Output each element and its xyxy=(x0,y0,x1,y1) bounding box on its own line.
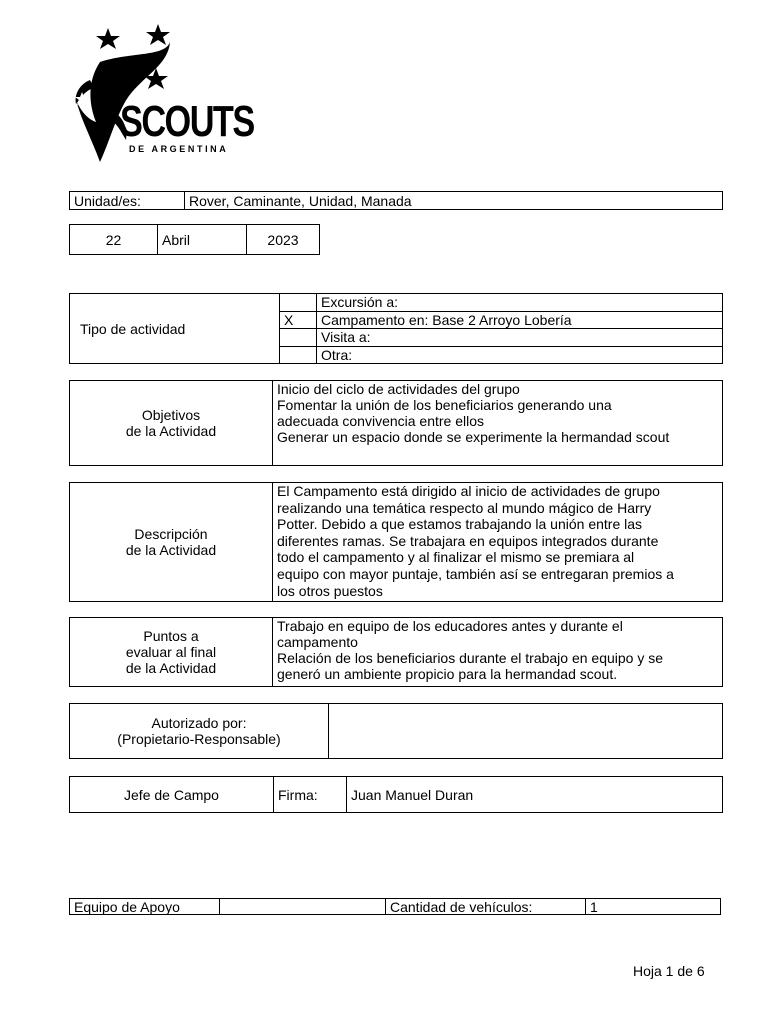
description-label-line: de la Actividad xyxy=(125,542,217,558)
evaluation-line: campamento xyxy=(277,634,358,650)
objectives-line: Generar un espacio donde se experimente la hermandad scout xyxy=(277,429,670,445)
evaluation-table xyxy=(69,617,723,687)
logo-brand: SCOUTS xyxy=(120,97,254,146)
evaluation-line: generó un ambiente propicio para la hermandad scout. xyxy=(277,666,618,682)
description-line: diferentes ramas. Se trabajara en equipos integrados durante xyxy=(277,532,659,549)
evaluation-label-line: evaluar al final xyxy=(125,644,217,660)
objectives-label-line: Objetivos xyxy=(141,407,201,423)
objectives-line: Inicio del ciclo de actividades del grupo xyxy=(277,381,520,397)
scouts-logo xyxy=(70,22,254,172)
activity-option-mark xyxy=(280,329,317,347)
activity-option-text: Campamento en: Base 2 Arroyo Lobería xyxy=(317,311,723,329)
authorized-label-line: (Propietario-Responsable) xyxy=(117,731,281,747)
objectives-line: adecuada convivencia entre ellos xyxy=(277,413,485,429)
description-line: realizando una temática respecto al mundo mágico de Harry xyxy=(277,499,652,516)
evaluation-content xyxy=(273,618,723,687)
date-month: Abril xyxy=(158,225,247,255)
objectives-table xyxy=(69,380,723,466)
support-table xyxy=(69,898,721,915)
objectives-content xyxy=(273,381,723,466)
activity-option-text: Otra: xyxy=(317,346,723,364)
logo-subtitle: DE ARGENTINA xyxy=(129,144,229,154)
authorized-label xyxy=(70,704,329,759)
camp-chief-name: Juan Manuel Duran xyxy=(347,777,723,813)
evaluation-label-line: de la Actividad xyxy=(125,660,217,676)
description-label xyxy=(70,483,273,602)
activity-option-text: Visita a: xyxy=(317,329,723,347)
vehicles-value: 1 xyxy=(586,899,721,915)
signature-label: Firma: xyxy=(274,777,347,813)
date-year: 2023 xyxy=(247,225,320,255)
objectives-label-line: de la Actividad xyxy=(125,423,217,439)
evaluation-label-line: Puntos a xyxy=(143,628,199,644)
evaluation-line: Trabajo en equipo de los educadores antes y durante el xyxy=(277,618,623,634)
objectives-label xyxy=(70,381,273,466)
activity-option-mark xyxy=(280,346,317,364)
units-label: Unidad/es: xyxy=(70,192,185,210)
authorized-label-line: Autorizado por: xyxy=(151,715,247,731)
units-value: Rover, Caminante, Unidad, Manada xyxy=(185,192,723,210)
activity-option-mark xyxy=(280,294,317,312)
evaluation-label xyxy=(70,618,273,687)
activity-type-table xyxy=(69,293,723,364)
activity-option-text: Excursión a: xyxy=(317,294,723,312)
description-label-line: Descripción xyxy=(134,526,208,542)
evaluation-line: Relación de los beneficiarios durante el trabajo en equipo y se xyxy=(277,650,664,666)
authorized-value[interactable] xyxy=(329,704,723,759)
activity-type-label: Tipo de actividad xyxy=(70,294,280,364)
vehicles-label: Cantidad de vehículos: xyxy=(386,899,586,915)
description-line: los otros puestos xyxy=(277,582,383,599)
support-value[interactable] xyxy=(220,899,386,915)
authorized-table xyxy=(69,703,723,759)
activity-option-mark: X xyxy=(280,311,317,329)
description-line: todo el campamento y al finalizar el mismo se premiara al xyxy=(277,549,635,566)
objectives-line: Fomentar la unión de los beneficiarios generando una xyxy=(277,397,612,413)
page-number: Hoja 1 de 6 xyxy=(633,963,705,979)
date-table xyxy=(69,224,320,255)
description-content xyxy=(273,483,723,602)
description-line: equipo con mayor puntaje, también así se entregaran premios a xyxy=(277,565,674,582)
units-table xyxy=(69,191,723,210)
description-line: Potter. Debido a que estamos trabajando la unión entre las xyxy=(277,516,643,533)
date-day: 22 xyxy=(70,225,158,255)
description-table xyxy=(69,482,723,602)
description-line: El Campamento está dirigido al inicio de actividades de grupo xyxy=(277,483,660,499)
camp-chief-label: Jefe de Campo xyxy=(70,777,274,813)
support-label: Equipo de Apoyo xyxy=(70,899,220,915)
camp-chief-table xyxy=(69,776,723,813)
